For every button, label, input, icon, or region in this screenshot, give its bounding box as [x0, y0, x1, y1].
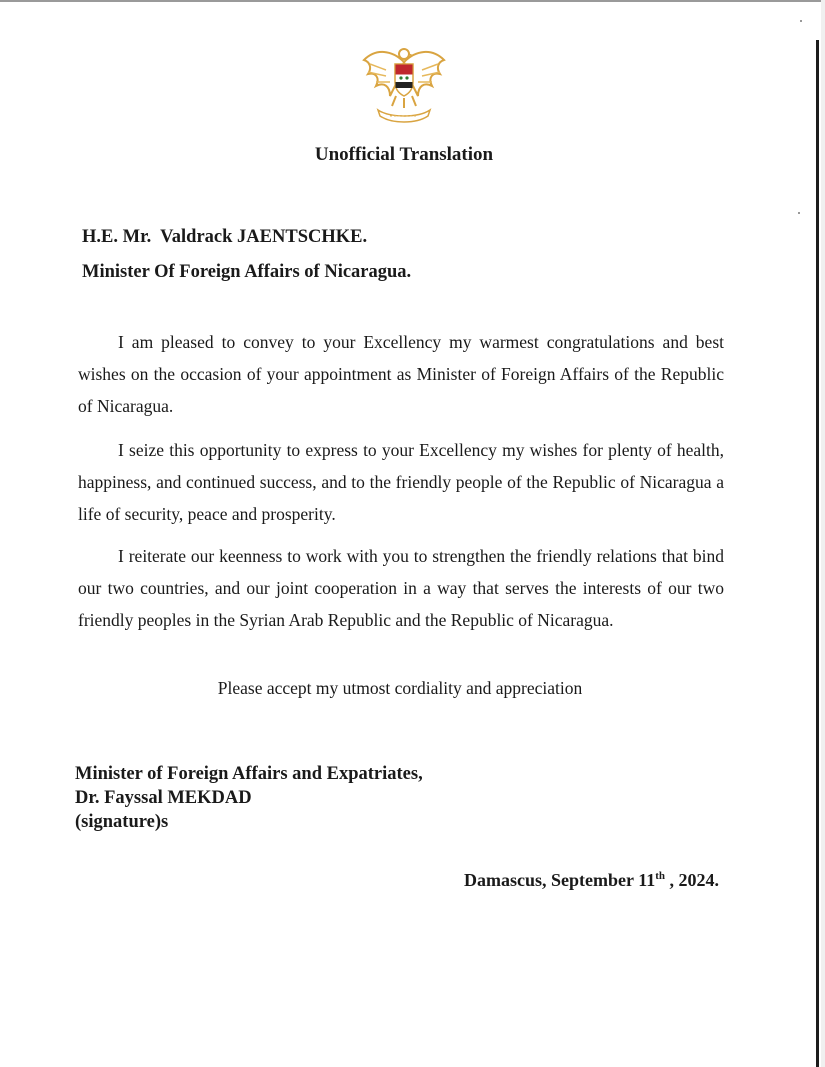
scan-speck [798, 212, 800, 214]
date-year: , 2024. [669, 870, 719, 890]
addressee-title: Minister Of Foreign Affairs of Nicaragua. [82, 262, 412, 282]
signatory-position: Minister of Foreign Affairs and Expatriates, [75, 764, 423, 784]
state-emblem-icon [356, 40, 452, 128]
body-paragraph: I reiterate our keenness to work with you to strengthen the friendly relations that bind our two countries, and our joint cooperation in a way that serves the interests of our two friendly peoples in the Syrian Arab Republic and the Republic of Nicaragua. [78, 546, 724, 630]
signatory-name: Dr. Fayssal MEKDAD [75, 788, 252, 808]
scan-top-edge [0, 0, 825, 2]
document-title: Unofficial Translation [314, 144, 494, 165]
date-line [464, 870, 719, 891]
closing-line: Please accept my utmost cordiality and appreciation [217, 678, 583, 698]
scan-right-margin [821, 0, 825, 1067]
body-paragraph: I seize this opportunity to express to your Excellency my wishes for plenty of health, happiness, and continued success, and to the friendly people of the Republic of Nicaragua a life of security, peace and prosperity. [78, 440, 724, 524]
date-ordinal-suffix: th [655, 870, 665, 882]
date-place-month: Damascus, September 11 [464, 870, 656, 890]
addressee-name: H.E. Mr. Valdrack JAENTSCHKE. [82, 227, 368, 247]
body-paragraph: I am pleased to convey to your Excellency my warmest congratulations and best wishes on the occasion of your appointment as Minister of Foreign Affairs of the Republic of Nicaragua. [78, 332, 724, 416]
scan-speck [800, 20, 802, 22]
scan-right-edge [816, 40, 819, 1067]
signature-note: (signature)s [75, 812, 169, 832]
